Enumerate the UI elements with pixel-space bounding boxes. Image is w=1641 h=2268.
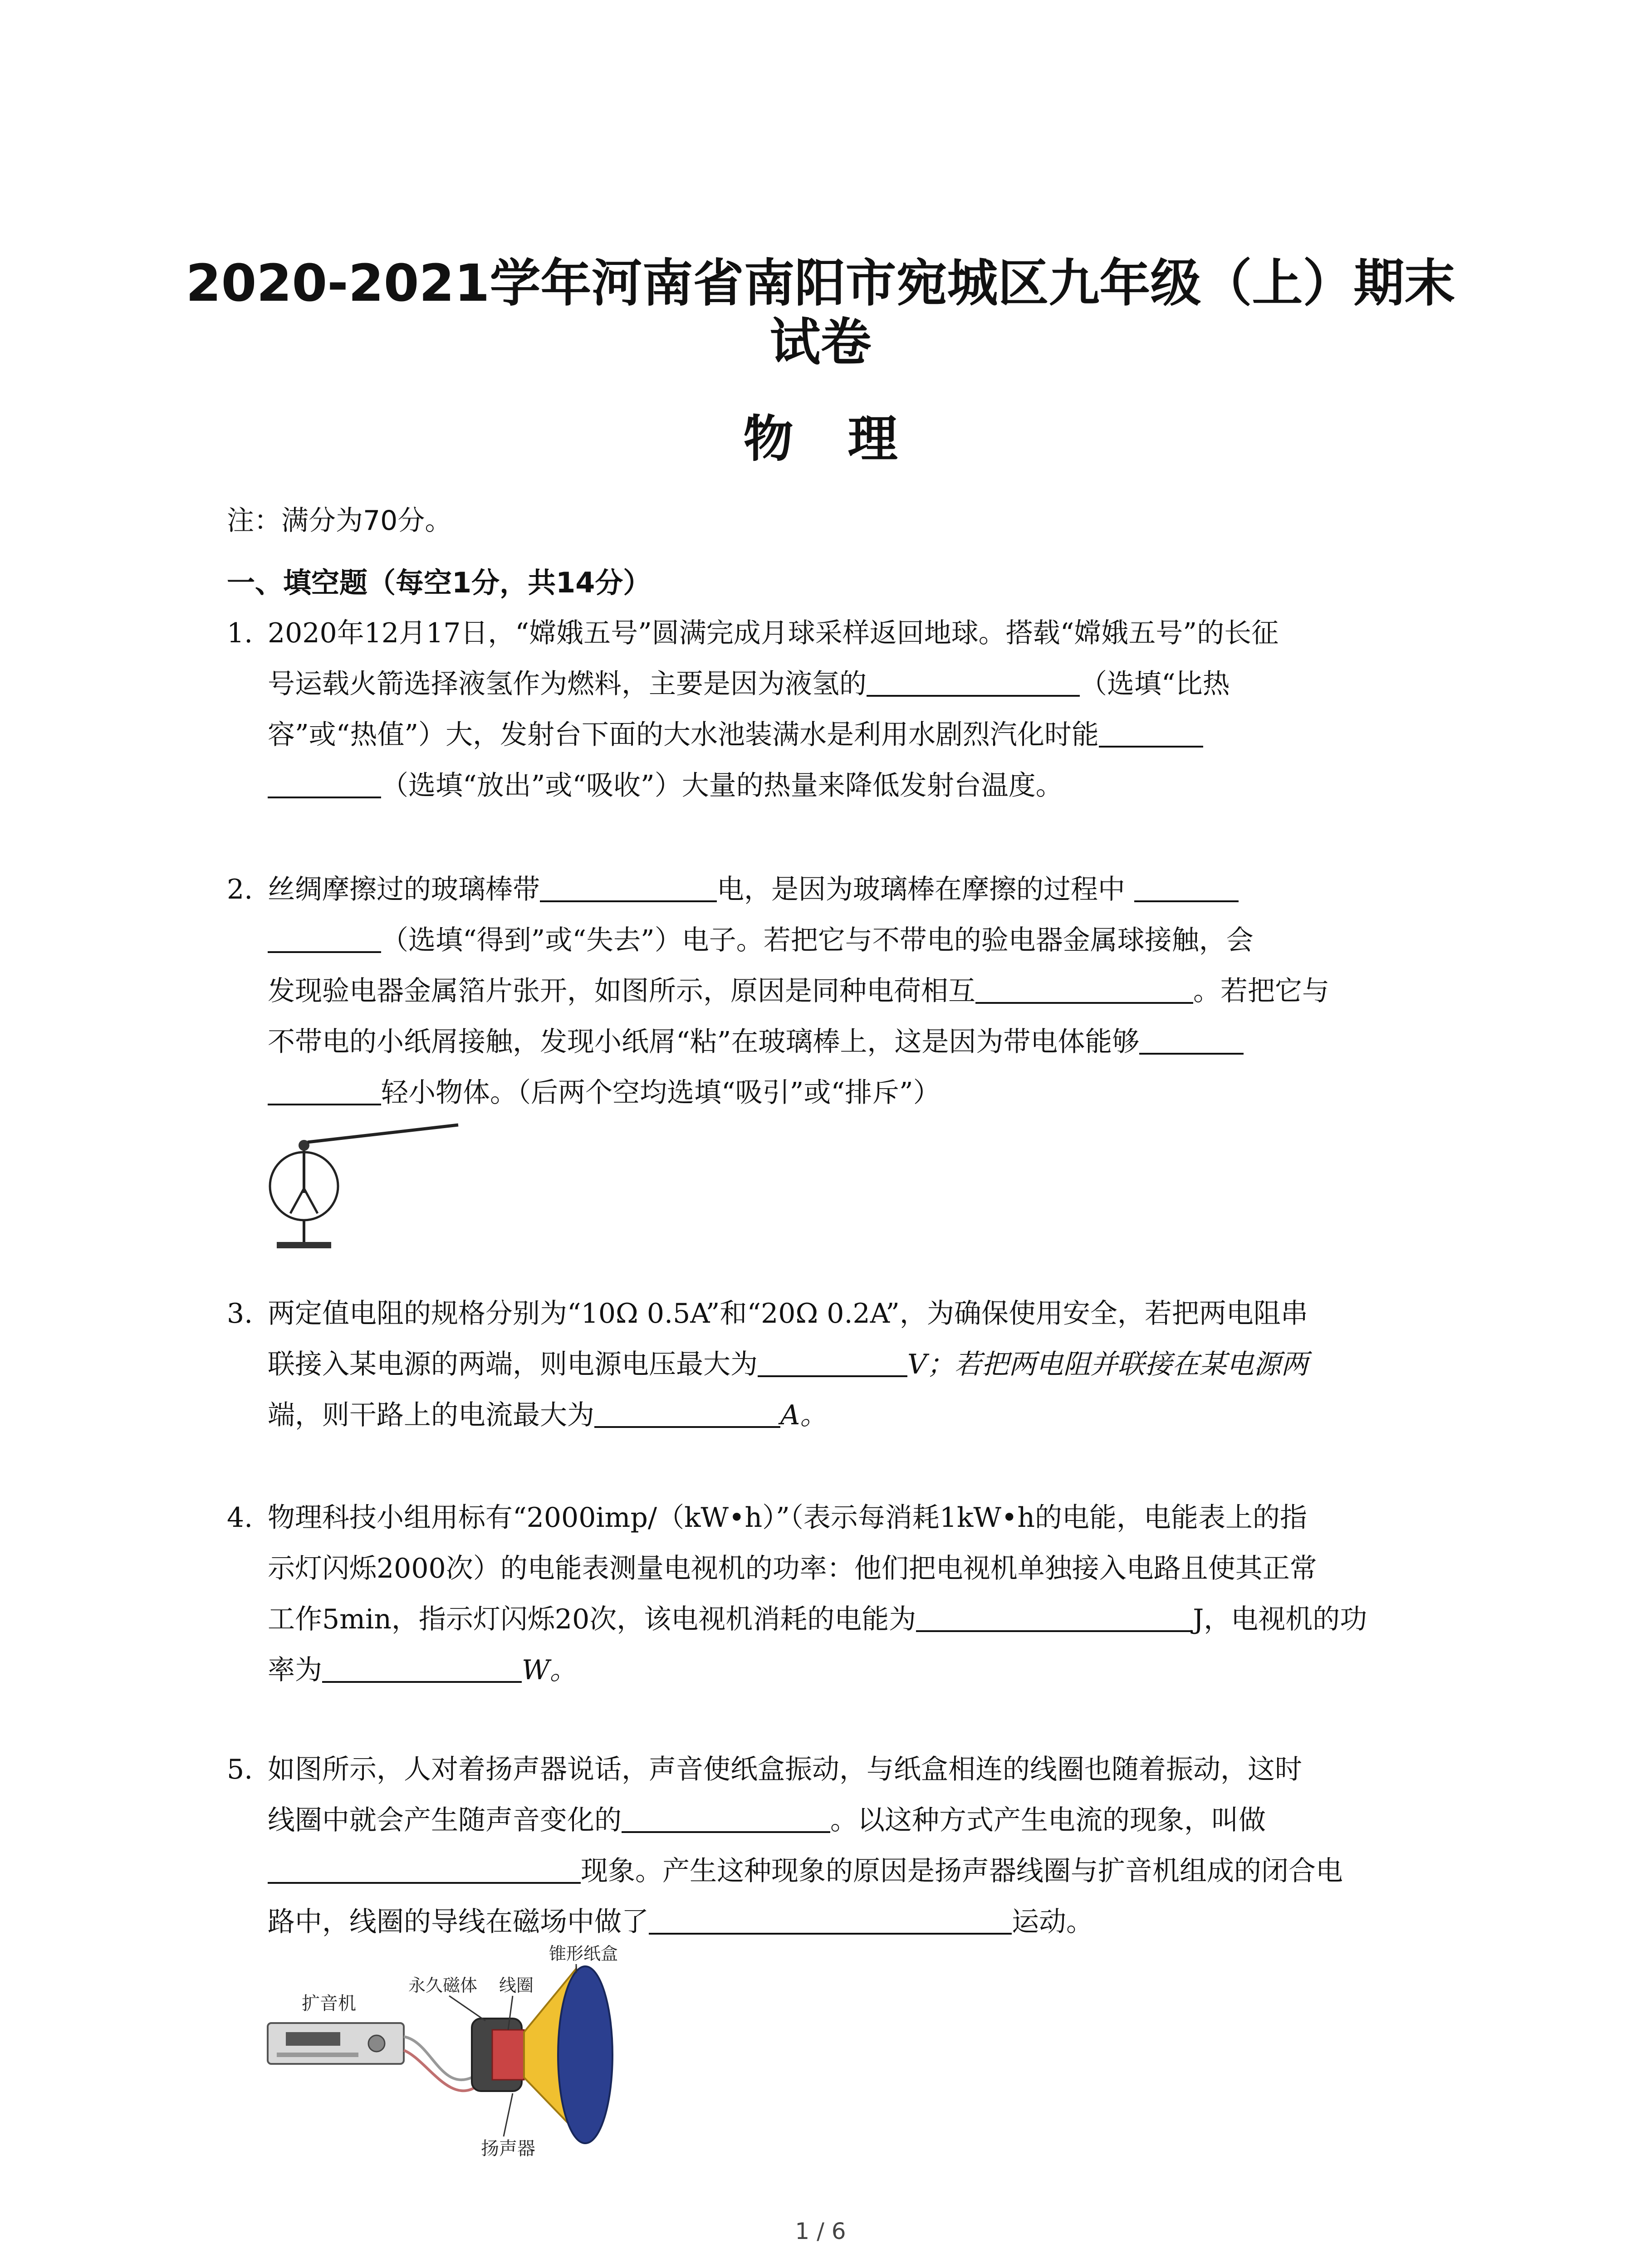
- question-4: [227, 1492, 1452, 1696]
- q2-text: 电，是因为玻璃棒在摩擦的过程中: [717, 874, 1125, 905]
- q5-line2: [268, 1795, 1452, 1846]
- question-number: 4.: [227, 1502, 253, 1534]
- q5-line1: 如图所示，人对着扬声器说话，声音使纸盒振动，与纸盒相连的线圈也随着振动，这时: [268, 1754, 1302, 1785]
- answer-blank[interactable]: [1139, 1021, 1244, 1055]
- q2-text: 发现验电器金属箔片张开，如图所示，原因是同种电荷相互: [268, 975, 975, 1007]
- q2-line3: [268, 966, 1452, 1017]
- q5-text: 现象。产生这种现象的原因是扬声器线圈与扩音机组成的闭合电: [581, 1855, 1343, 1887]
- q5-text: 线圈中就会产生随声音变化的: [268, 1804, 622, 1836]
- q4-line4: [268, 1645, 1452, 1696]
- q4-text: 工作5min，指示灯闪烁20次，该电视机消耗的电能为: [268, 1603, 916, 1635]
- answer-blank[interactable]: [975, 970, 1193, 1004]
- q2-text: 不带电的小纸屑接触，发现小纸屑“粘”在玻璃棒上，这是因为带电体能够: [268, 1026, 1140, 1058]
- wire-2: [404, 2050, 476, 2091]
- question-number: 1.: [227, 617, 253, 649]
- coil: [492, 2030, 524, 2080]
- q2-line2: [268, 915, 1452, 966]
- answer-blank-continued[interactable]: [268, 1072, 381, 1105]
- q3-text: V；若把两电阻并联接在某电源两: [907, 1349, 1308, 1380]
- answer-blank[interactable]: [1134, 869, 1239, 902]
- q5-text: 。以这种方式产生电流的现象，叫做: [830, 1804, 1266, 1836]
- question-number: 5.: [227, 1754, 253, 1785]
- q1-line3: [268, 709, 1452, 760]
- q5-text: 路中，线圈的导线在磁场中做了: [268, 1906, 649, 1938]
- q1-line4: [268, 760, 1452, 811]
- q2-line4: [268, 1017, 1452, 1067]
- q2-text: （选填“得到”或“失去”）电子。若把它与不带电的验电器金属球接触，会: [381, 924, 1254, 956]
- q3-text: A。: [780, 1399, 828, 1431]
- q1-line1: 2020年12月17日，“嫦娥五号”圆满完成月球采样返回地球。搭载“嫦娥五号”的长征: [268, 617, 1279, 649]
- q1-text: （选填“放出”或“吸收”）大量的热量来降低发射台温度。: [381, 770, 1063, 802]
- q5-line4: [268, 1897, 1452, 1947]
- label-permanent-magnet: 永久磁体: [408, 1975, 478, 1995]
- page-number: 1 / 6: [795, 2218, 846, 2244]
- exam-title-line2: 试卷: [769, 313, 872, 372]
- electroscope-base: [277, 1242, 331, 1248]
- leader-speaker: [504, 2093, 513, 2136]
- question-number: 2.: [227, 874, 253, 905]
- q2-text: 轻小物体。（后两个空均选填“吸引”或“排斥”）: [381, 1077, 941, 1109]
- answer-blank[interactable]: [649, 1901, 1012, 1935]
- glass-rod: [308, 1125, 458, 1142]
- q4-text: J，电视机的功: [1193, 1603, 1367, 1635]
- question-2: [227, 864, 1452, 1118]
- score-note: 注：满分为70分。: [227, 505, 452, 537]
- answer-blank[interactable]: [758, 1344, 907, 1377]
- q3-line2: [268, 1339, 1452, 1390]
- wire-1: [404, 2037, 472, 2080]
- answer-blank[interactable]: [322, 1649, 522, 1683]
- answer-blank[interactable]: [268, 1850, 581, 1884]
- label-coil: 线圈: [499, 1975, 534, 1995]
- q1-text: 容”或“热值”）大，发射台下面的大水池装满水是利用水剧烈汽化时能: [268, 719, 1099, 751]
- q3-line1: 两定值电阻的规格分别为“10Ω 0.5A”和“20Ω 0.2A”，为确保使用安全，若把两电阻串: [268, 1298, 1308, 1330]
- leader-magnet: [449, 1996, 485, 2021]
- q3-line3: [268, 1390, 1452, 1441]
- q4-text: W。: [522, 1654, 577, 1686]
- speaker-amplifier-figure: [259, 1941, 658, 2159]
- answer-blank[interactable]: [594, 1394, 780, 1428]
- q5-text: 运动。: [1012, 1906, 1093, 1938]
- q2-line1: [268, 864, 1452, 915]
- electroscope-leaf-right: [304, 1188, 318, 1213]
- question-5: [227, 1744, 1452, 1947]
- q2-line5: [268, 1067, 1452, 1118]
- answer-blank[interactable]: [1099, 714, 1203, 748]
- q1-text: （选填“比热: [1080, 668, 1230, 700]
- question-3: [227, 1288, 1452, 1441]
- label-cone-paper-box: 锥形纸盒: [549, 1944, 618, 1964]
- exam-title-line1: 2020-2021学年河南省南阳市宛城区九年级（上）期末: [186, 254, 1455, 313]
- electroscope-figure: [254, 1120, 472, 1256]
- q2-text: 。若把它与: [1193, 975, 1329, 1007]
- subject-title: 物理: [743, 410, 952, 468]
- label-amplifier: 扩音机: [302, 1993, 356, 2014]
- q4-line1: 物理科技小组用标有“2000imp/（kW•h）”（表示每消耗1kW•h的电能，电能表上的指: [268, 1502, 1308, 1534]
- q1-text: 号运载火箭选择液氢作为燃料，主要是因为液氢的: [268, 668, 867, 700]
- q4-line2: 示灯闪烁2000次）的电能表测量电视机的功率：他们把电视机单独接入电路且使其正常: [268, 1553, 1317, 1584]
- q4-text: 率为: [268, 1654, 322, 1686]
- amplifier-knob: [368, 2035, 385, 2052]
- q5-line3: [268, 1846, 1452, 1897]
- electroscope-leaf-left: [290, 1188, 304, 1213]
- answer-blank-continued[interactable]: [268, 919, 381, 953]
- amplifier-display: [286, 2032, 340, 2046]
- answer-blank[interactable]: [867, 663, 1080, 697]
- q1-line2: [268, 659, 1452, 709]
- section-heading-fill-blank: 一、填空题（每空1分，共14分）: [227, 566, 652, 599]
- answer-blank[interactable]: [916, 1598, 1193, 1632]
- q4-line3: [268, 1594, 1452, 1645]
- q3-text: 端，则干路上的电流最大为: [268, 1399, 594, 1431]
- cone-rim: [558, 1966, 612, 2143]
- label-speaker: 扬声器: [481, 2138, 535, 2159]
- answer-blank[interactable]: [540, 869, 717, 902]
- question-1: [227, 608, 1452, 811]
- question-number: 3.: [227, 1298, 253, 1330]
- amplifier-slot: [277, 2053, 358, 2057]
- answer-blank-continued[interactable]: [268, 765, 381, 798]
- q2-text: 丝绸摩擦过的玻璃棒带: [268, 874, 540, 905]
- q3-text: 联接入某电源的两端，则电源电压最大为: [268, 1349, 758, 1380]
- answer-blank[interactable]: [622, 1799, 830, 1833]
